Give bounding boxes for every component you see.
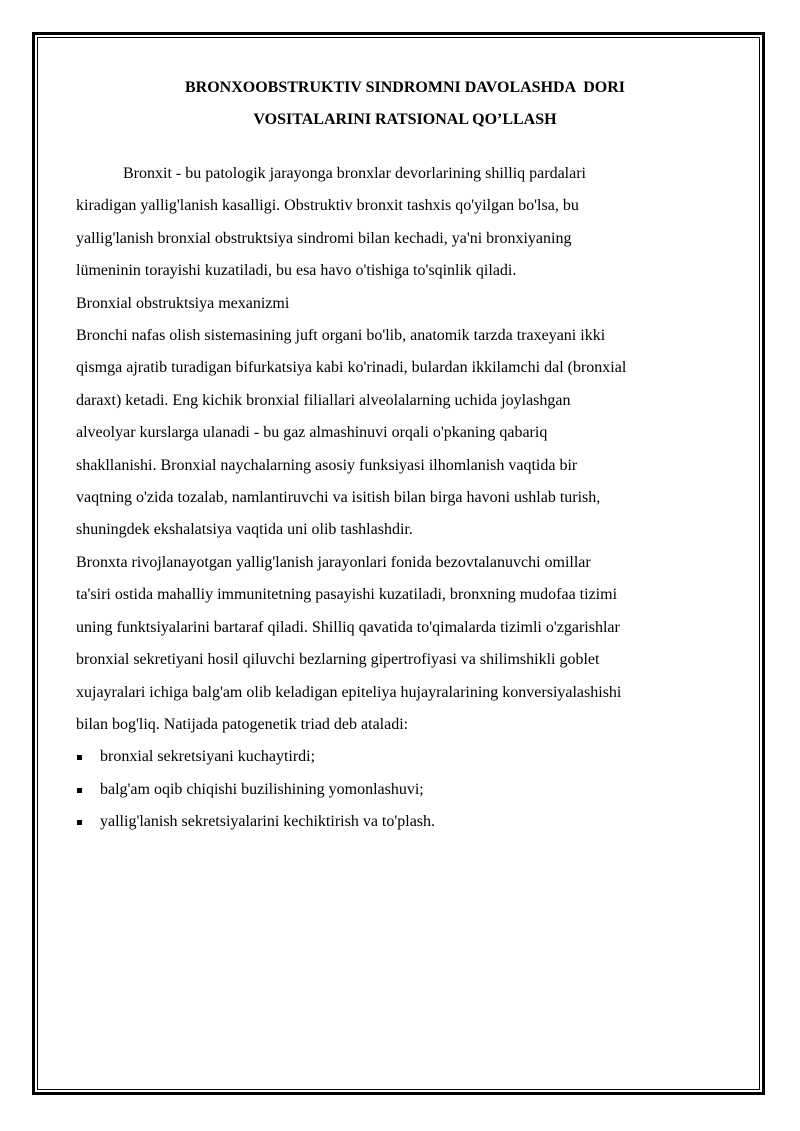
intro-line: kiradigan yallig'lanish kasalligi. Obstruktiv bronxit tashxis qo'yilgan bo'lsa, bu xyxy=(76,197,579,215)
list-item-text: bronxial sekretsiyani kuchaytirdi; xyxy=(100,748,316,766)
intro-line: lümeninin torayishi kuzatiladi, bu esa havo o'tishiga to'sqinlik qiladi. xyxy=(76,262,517,280)
list-item xyxy=(76,774,726,806)
paragraph-line: Bronchi nafas olish sistemasining juft organi bo'lib, anatomik tarzda traxeyani ikki xyxy=(76,327,606,345)
list-item xyxy=(76,741,726,773)
paragraph-line: bilan bog'liq. Natijada patogenetik triad deb ataladi: xyxy=(76,715,409,733)
document-body xyxy=(76,72,726,839)
list-item-text: yallig'lanish sekretsiyalarini kechiktirish va to'plash. xyxy=(100,813,436,831)
title-spacer xyxy=(76,136,726,158)
paragraph-line: ta'siri ostida mahalliy immunitetning pasayishi kuzatiladi, bronxning mudofaa tizimi xyxy=(76,586,618,604)
triad-list xyxy=(76,741,726,838)
list-item-text: balg'am oqib chiqishi buzilishining yomonlashuvi; xyxy=(100,780,424,798)
paragraph-line: alveolyar kurslarga ulanadi - bu gaz almashinuvi orqali o'pkaning qabariq xyxy=(76,424,548,442)
section-heading xyxy=(76,288,726,320)
title-line: BRONXOOBSTRUKTIV SINDROMNI DAVOLASHDA DORI xyxy=(184,79,626,96)
paragraph-line: bronxial sekretiyani hosil qiluvchi bezlarning gipertrofiyasi va shilimshikli goblet xyxy=(76,651,600,669)
intro-paragraph xyxy=(76,158,726,288)
section-heading-text: Bronxial obstruktsiya mexanizmi xyxy=(76,294,290,312)
paragraph-line: uning funktsiyalarini bartaraf qiladi. Shilliq qavatida to'qimalarda tizimli o'zgarishlar xyxy=(76,618,620,636)
list-item xyxy=(76,806,726,838)
title-line: VOSITALARINI RATSIONAL QO’LLASH xyxy=(253,111,557,128)
square-bullet-icon xyxy=(77,755,82,760)
paragraph-line: Bronxta rivojlanayotgan yallig'lanish jarayonlari fonida bezovtalanuvchi omillar xyxy=(76,553,591,571)
square-bullet-icon xyxy=(77,820,82,825)
paragraph-line: shakllanishi. Bronxial naychalarning asosiy funksiyasi ilhomlanish vaqtida bir xyxy=(76,456,578,474)
inflammation-paragraph xyxy=(76,547,726,741)
intro-line: yallig'lanish bronxial obstruktsiya sindromi bilan kechadi, ya'ni bronxiyaning xyxy=(76,229,572,247)
paragraph-line: daraxt) ketadi. Eng kichik bronxial filiallari alveolalarning uchida joylashgan xyxy=(76,391,571,409)
paragraph-line: vaqtning o'zida tozalab, namlantiruvchi va isitish bilan birga havoni ushlab turish, xyxy=(76,489,601,507)
paragraph-line: xujayralari ichiga balg'am olib keladigan epiteliya hujayralarining konversiyalashishi xyxy=(76,683,622,701)
document-title xyxy=(76,72,726,136)
paragraph-line: shuningdek ekshalatsiya vaqtida uni olib tashlashdir. xyxy=(76,521,413,539)
paragraph-line: qismga ajratib turadigan bifurkatsiya kabi ko'rinadi, bulardan ikkilamchi dal (bronxial xyxy=(76,359,627,377)
intro-line: Bronxit - bu patologik jarayonga bronxlar devorlarining shilliq pardalari xyxy=(123,165,586,182)
mechanism-paragraph xyxy=(76,320,726,547)
square-bullet-icon xyxy=(77,788,82,793)
